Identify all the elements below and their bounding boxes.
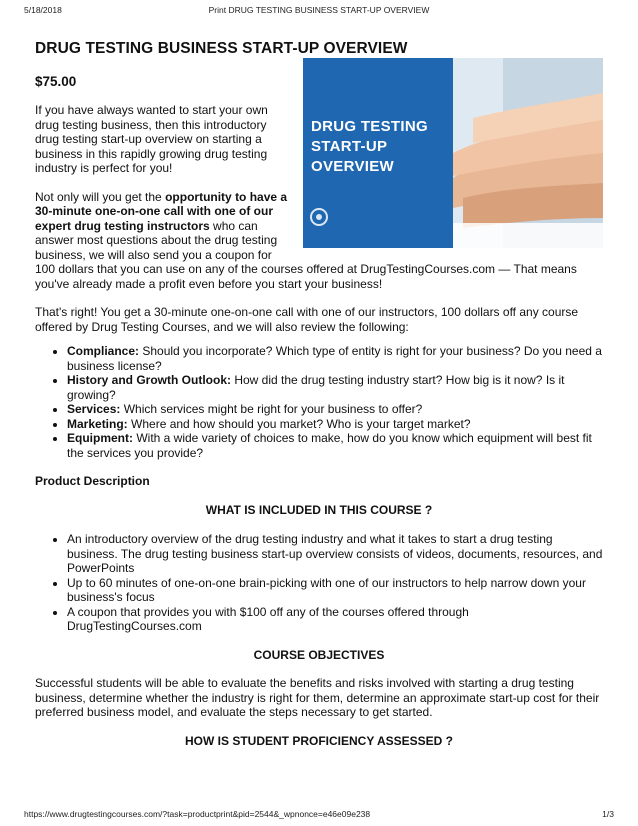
review-item-label: Marketing: [67, 416, 128, 431]
document-body [35, 40, 603, 748]
list-item [67, 373, 603, 402]
review-item-label: Compliance: [67, 344, 140, 358]
list-item: • Up to 60 minutes of one-on-one brain-picking with one of our instructors to help narrow down your business's focus [67, 576, 603, 605]
page-title: DRUG TESTING BUSINESS START-UP OVERVIEW [35, 40, 408, 57]
review-item-text: Where and how should you market? Who is your target market? [127, 416, 471, 431]
review-list [35, 344, 603, 460]
review-intro-paragraph: That's right! You get a 30-minute one-on-one call with one of our instructors, 100 dollars off any course offered by Drug Testing Courses, and we will also review the following: [35, 305, 579, 334]
hero-image [303, 58, 603, 248]
list-item [67, 431, 603, 460]
list-item: • A coupon that provides you with $100 off any of the courses offered through DrugTestingCourses.com [67, 605, 603, 634]
review-item-label: History and Growth Outlook: [67, 373, 231, 387]
included-list [35, 532, 603, 634]
price: $75.00 [35, 74, 77, 89]
review-item-text: With a wide variety of choices to make, how do you know which equipment will best fit the services you provide? [67, 431, 592, 460]
hero-title-line-1: DRUG TESTING [311, 118, 428, 135]
offer-text-before: Not only will you get the [35, 189, 166, 204]
list-item [67, 417, 603, 432]
page-url: https://www.drugtestingcourses.com/?task=productprint&pid=2544&_wpnonce=e46e09e238 [24, 809, 371, 819]
hero-title-line-2: START-UP [311, 138, 388, 155]
intro-paragraph: If you have always wanted to start your own drug testing business, then this introductory drug testing start-up overview on starting a business in this rapidly growing drug testing industry is perfect for you! [35, 103, 268, 175]
review-item-text: How did the drug testing industry start? How big is it now? Is it growing? [67, 373, 565, 402]
offer-text-bold: opportunity to have a 30-minute one-on-one call with one of our expert drug testing instructors [35, 189, 288, 233]
objectives-heading: COURSE OBJECTIVES [253, 647, 385, 662]
print-page-title: Print DRUG TESTING BUSINESS START-UP OVERVIEW [208, 5, 430, 15]
included-heading: WHAT IS INCLUDED IN THIS COURSE ? [205, 502, 433, 517]
review-item-text: Should you incorporate? Which type of entity is right for your business? Do you need a business license? [67, 344, 602, 373]
list-item [67, 402, 603, 417]
review-item-label: Services: [67, 402, 121, 416]
print-footer [24, 809, 614, 821]
page-number: 1/3 [602, 809, 614, 819]
product-description-heading: Product Description [35, 474, 150, 488]
review-item-label: Equipment: [67, 431, 133, 445]
offer-text-after: who can answer most questions about the drug testing business, we will also send you a coupon for 100 dollars that you can use on any of the courses offered at DrugTestingCourses.com — That means you've already made a profit even before you start your business! [35, 218, 577, 291]
list-item [67, 344, 603, 373]
list-item: • An introductory overview of the drug testing industry and what it takes to start a drug testing business. The drug testing business start-up overview consists of videos, documents, resources, and PowerPoints [67, 532, 603, 576]
print-date: 5/18/2018 [24, 5, 62, 15]
seal-icon [310, 208, 328, 226]
objectives-paragraph: Successful students will be able to evaluate the benefits and risks involved with starting a drug testing business, determine whether the industry is right for them, determine an approximate start-up cost for their preferred business model, and evaluate the steps necessary to get started. [35, 676, 600, 719]
proficiency-heading: HOW IS STUDENT PROFICIENCY ASSESSED ? [184, 733, 454, 748]
hero-title-line-3: OVERVIEW [311, 158, 394, 175]
print-header [24, 5, 614, 19]
review-item-text: Which services might be right for your business to offer? [120, 402, 423, 416]
